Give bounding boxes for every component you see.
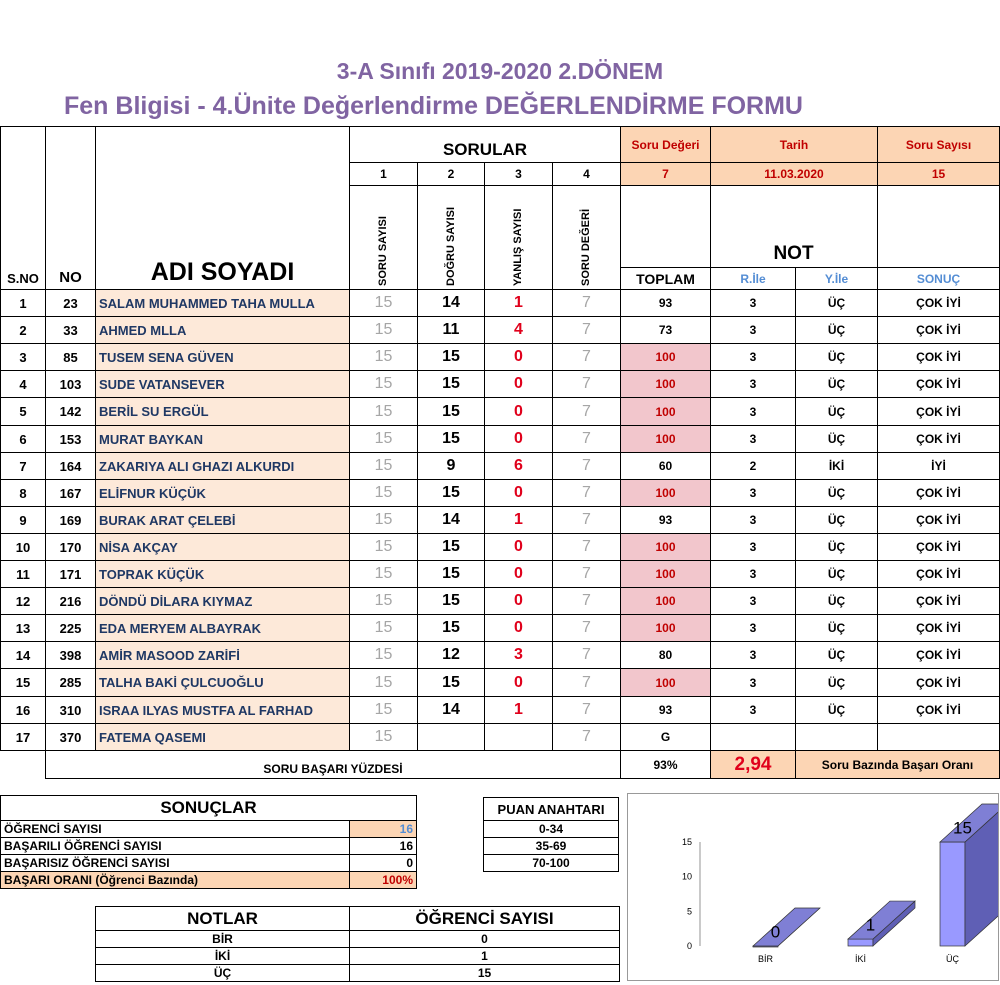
notlar-value: 15 — [349, 964, 620, 982]
chart-bar-front — [940, 842, 965, 946]
tarih-label: Tarih — [710, 126, 878, 163]
summary-average-label: Soru Bazında Başarı Oranı — [795, 750, 1000, 779]
notlar-label: İKİ — [95, 947, 350, 965]
row-r-ile — [710, 723, 796, 751]
row-sno: 12 — [0, 587, 46, 615]
row-student-name: DÖNDÜ DİLARA KIYMAZ — [95, 587, 350, 615]
row-sonuc: ÇOK İYİ — [877, 316, 1000, 344]
row-dogru-sayisi: 15 — [417, 614, 485, 642]
sonuclar-value: 0 — [349, 854, 417, 872]
row-yanlis-sayisi: 0 — [484, 397, 553, 426]
row-sno: 13 — [0, 614, 46, 642]
row-sno: 15 — [0, 668, 46, 697]
row-toplam: 80 — [620, 641, 711, 669]
row-sno: 7 — [0, 452, 46, 480]
row-sno: 6 — [0, 425, 46, 453]
row-sonuc: ÇOK İYİ — [877, 343, 1000, 371]
puan-anahtari-range: 70-100 — [483, 854, 619, 872]
row-soru-degeri: 7 — [552, 560, 621, 588]
row-r-ile: 3 — [710, 641, 796, 669]
row-soru-sayisi: 15 — [349, 343, 418, 371]
row-no: 398 — [45, 641, 96, 669]
header-question-2: 2 — [417, 162, 485, 186]
row-soru-sayisi: 15 — [349, 641, 418, 669]
row-soru-sayisi: 15 — [349, 397, 418, 426]
row-sonuc: ÇOK İYİ — [877, 668, 1000, 697]
summary-percent: 93% — [620, 750, 711, 779]
soru-degeri-value: 7 — [620, 162, 711, 186]
header-sno: S.NO — [0, 126, 46, 290]
row-sonuc: İYİ — [877, 452, 1000, 480]
row-r-ile: 3 — [710, 425, 796, 453]
row-student-name: TUSEM SENA GÜVEN — [95, 343, 350, 371]
row-r-ile: 3 — [710, 533, 796, 561]
row-r-ile: 3 — [710, 397, 796, 426]
row-no: 23 — [45, 289, 96, 317]
row-soru-degeri: 7 — [552, 343, 621, 371]
row-student-name: ISRAA ILYAS MUSTFA AL FARHAD — [95, 696, 350, 724]
notlar-label: BİR — [95, 930, 350, 948]
row-toplam: 60 — [620, 452, 711, 480]
row-y-ile: ÜÇ — [795, 668, 878, 697]
row-yanlis-sayisi: 3 — [484, 641, 553, 669]
row-y-ile: ÜÇ — [795, 343, 878, 371]
row-soru-degeri: 7 — [552, 668, 621, 697]
row-no: 170 — [45, 533, 96, 561]
summary-label: SORU BAŞARI YÜZDESİ — [45, 750, 621, 779]
chart-ytick-label: 0 — [686, 941, 692, 951]
row-yanlis-sayisi: 1 — [484, 696, 553, 724]
puan-anahtari-range: 0-34 — [483, 820, 619, 838]
row-r-ile: 3 — [710, 614, 796, 642]
row-r-ile: 3 — [710, 587, 796, 615]
row-dogru-sayisi: 15 — [417, 425, 485, 453]
row-student-name: FATEMA QASEMI — [95, 723, 350, 751]
row-soru-degeri: 7 — [552, 452, 621, 480]
puan-anahtari-title: PUAN ANAHTARI — [483, 797, 619, 821]
header-sonuc: SONUÇ — [877, 267, 1000, 290]
header-sorular: SORULAR — [349, 126, 621, 163]
row-sonuc: ÇOK İYİ — [877, 479, 1000, 507]
row-dogru-sayisi: 11 — [417, 316, 485, 344]
row-sonuc: ÇOK İYİ — [877, 641, 1000, 669]
row-no: 310 — [45, 696, 96, 724]
row-no: 169 — [45, 506, 96, 534]
row-soru-sayisi: 15 — [349, 506, 418, 534]
row-y-ile — [795, 723, 878, 751]
row-y-ile: ÜÇ — [795, 425, 878, 453]
row-toplam: 100 — [620, 614, 711, 642]
row-r-ile: 3 — [710, 316, 796, 344]
row-r-ile: 2 — [710, 452, 796, 480]
row-soru-sayisi: 15 — [349, 668, 418, 697]
row-soru-sayisi: 15 — [349, 425, 418, 453]
chart-svg — [628, 794, 998, 980]
row-student-name: ELİFNUR KÜÇÜK — [95, 479, 350, 507]
header-not: NOT — [773, 243, 814, 264]
row-soru-sayisi: 15 — [349, 696, 418, 724]
sonuclar-value: 100% — [349, 871, 417, 889]
row-sonuc: ÇOK İYİ — [877, 614, 1000, 642]
row-toplam: 100 — [620, 587, 711, 615]
row-y-ile: ÜÇ — [795, 370, 878, 398]
row-yanlis-sayisi: 0 — [484, 587, 553, 615]
row-soru-sayisi: 15 — [349, 370, 418, 398]
row-toplam: 100 — [620, 343, 711, 371]
row-soru-degeri: 7 — [552, 370, 621, 398]
row-toplam: 100 — [620, 668, 711, 697]
chart-ytick-label: 5 — [686, 906, 692, 917]
header-name: ADI SOYADI — [95, 126, 350, 290]
row-sno: 10 — [0, 533, 46, 561]
header-y-ile: Y.İle — [795, 267, 878, 290]
row-soru-degeri: 7 — [552, 506, 621, 534]
row-no: 216 — [45, 587, 96, 615]
row-r-ile: 3 — [710, 506, 796, 534]
row-dogru-sayisi: 15 — [417, 370, 485, 398]
row-y-ile: ÜÇ — [795, 533, 878, 561]
row-yanlis-sayisi: 0 — [484, 533, 553, 561]
row-toplam: 100 — [620, 370, 711, 398]
row-no: 142 — [45, 397, 96, 426]
row-dogru-sayisi: 15 — [417, 560, 485, 588]
row-soru-degeri: 7 — [552, 614, 621, 642]
row-sno: 3 — [0, 343, 46, 371]
row-y-ile: ÜÇ — [795, 560, 878, 588]
header-question-label-cell-4 — [552, 185, 621, 290]
header-question-4: 4 — [552, 162, 621, 186]
row-sonuc: ÇOK İYİ — [877, 370, 1000, 398]
chart-ytick-label: 10 — [681, 871, 692, 882]
header-question-label-2: DOĞRU SAYISI — [444, 206, 457, 286]
row-student-name: NİSA AKÇAY — [95, 533, 350, 561]
row-soru-sayisi: 15 — [349, 560, 418, 588]
row-yanlis-sayisi: 0 — [484, 614, 553, 642]
row-soru-sayisi: 15 — [349, 587, 418, 615]
row-sonuc: ÇOK İYİ — [877, 289, 1000, 317]
row-dogru-sayisi: 15 — [417, 479, 485, 507]
row-y-ile: İKİ — [795, 452, 878, 480]
sonuclar-value: 16 — [349, 837, 417, 855]
row-student-name: TALHA BAKİ ÇULCUOĞLU — [95, 668, 350, 697]
row-r-ile: 3 — [710, 479, 796, 507]
chart-bar-value: 15 — [953, 818, 972, 838]
sonuclar-value: 16 — [349, 820, 417, 838]
chart-bar-front — [848, 939, 873, 946]
chart-bar-top — [753, 908, 820, 946]
row-sonuc: ÇOK İYİ — [877, 696, 1000, 724]
row-no: 285 — [45, 668, 96, 697]
row-sonuc: ÇOK İYİ — [877, 397, 1000, 426]
row-student-name: AHMED MLLA — [95, 316, 350, 344]
row-soru-sayisi: 15 — [349, 289, 418, 317]
row-soru-degeri: 7 — [552, 587, 621, 615]
row-sonuc: ÇOK İYİ — [877, 533, 1000, 561]
row-student-name: ZAKARIYA ALI GHAZI ALKURDI — [95, 452, 350, 480]
row-toplam: 100 — [620, 397, 711, 426]
row-soru-degeri: 7 — [552, 316, 621, 344]
form-title-line1: 3-A Sınıfı 2019-2020 2.DÖNEM — [336, 58, 664, 84]
row-soru-sayisi: 15 — [349, 723, 418, 751]
row-sonuc: ÇOK İYİ — [877, 587, 1000, 615]
row-dogru-sayisi — [417, 723, 485, 751]
row-sno: 16 — [0, 696, 46, 724]
row-student-name: EDA MERYEM ALBAYRAK — [95, 614, 350, 642]
row-yanlis-sayisi: 0 — [484, 668, 553, 697]
row-r-ile: 3 — [710, 696, 796, 724]
soru-degeri-label: Soru Değeri — [620, 126, 711, 163]
row-yanlis-sayisi: 1 — [484, 506, 553, 534]
header-question-3: 3 — [484, 162, 553, 186]
row-sonuc — [877, 723, 1000, 751]
row-sno: 11 — [0, 560, 46, 588]
row-student-name: SALAM MUHAMMED TAHA MULLA — [95, 289, 350, 317]
row-yanlis-sayisi: 4 — [484, 316, 553, 344]
sonuclar-label: BAŞARILI ÖĞRENCİ SAYISI — [0, 837, 350, 855]
row-no: 171 — [45, 560, 96, 588]
row-yanlis-sayisi: 1 — [484, 289, 553, 317]
header-question-label-cell-1 — [349, 185, 418, 290]
row-sno: 14 — [0, 641, 46, 669]
row-student-name: MURAT BAYKAN — [95, 425, 350, 453]
row-toplam: 93 — [620, 696, 711, 724]
row-dogru-sayisi: 15 — [417, 587, 485, 615]
row-yanlis-sayisi: 6 — [484, 452, 553, 480]
row-no: 153 — [45, 425, 96, 453]
notlar-value: 1 — [349, 947, 620, 965]
row-r-ile: 3 — [710, 370, 796, 398]
row-yanlis-sayisi: 0 — [484, 560, 553, 588]
grade-distribution-chart — [627, 793, 999, 981]
chart-ytick-label: 15 — [681, 837, 692, 847]
row-no: 103 — [45, 370, 96, 398]
row-y-ile: ÜÇ — [795, 506, 878, 534]
row-dogru-sayisi: 9 — [417, 452, 485, 480]
notlar-value: 0 — [349, 930, 620, 948]
header-question-label-1: SORU SAYISI — [377, 216, 389, 286]
sonuclar-label: ÖĞRENCİ SAYISI — [0, 820, 350, 838]
row-soru-degeri: 7 — [552, 479, 621, 507]
row-r-ile: 3 — [710, 668, 796, 697]
chart-category-label: ÜÇ — [946, 954, 959, 964]
notlar-header: NOTLAR — [95, 906, 350, 931]
row-toplam: 100 — [620, 533, 711, 561]
row-yanlis-sayisi: 0 — [484, 479, 553, 507]
row-r-ile: 3 — [710, 560, 796, 588]
row-soru-degeri: 7 — [552, 641, 621, 669]
row-student-name: BURAK ARAT ÇELEBİ — [95, 506, 350, 534]
row-dogru-sayisi: 14 — [417, 696, 485, 724]
row-y-ile: ÜÇ — [795, 696, 878, 724]
row-sno: 8 — [0, 479, 46, 507]
sonuclar-label: BAŞARI ORANI (Öğrenci Bazında) — [0, 871, 350, 889]
row-dogru-sayisi: 15 — [417, 343, 485, 371]
header-question-label-4: SORU DEĞERİ — [580, 208, 592, 286]
row-yanlis-sayisi: 0 — [484, 343, 553, 371]
row-soru-degeri: 7 — [552, 533, 621, 561]
header-empty-cell — [620, 185, 711, 268]
row-no: 164 — [45, 452, 96, 480]
notlar-label: ÜÇ — [95, 964, 350, 982]
row-soru-sayisi: 15 — [349, 614, 418, 642]
form-title-line2: Fen Bligisi - 4.Ünite Değerlendirme DEĞERLENDİRME FORMU — [64, 92, 803, 120]
row-sonuc: ÇOK İYİ — [877, 425, 1000, 453]
row-soru-degeri: 7 — [552, 289, 621, 317]
row-student-name: BERİL SU ERGÜL — [95, 397, 350, 426]
row-dogru-sayisi: 15 — [417, 533, 485, 561]
chart-category-label: İKİ — [854, 954, 867, 964]
row-yanlis-sayisi: 0 — [484, 370, 553, 398]
row-dogru-sayisi: 12 — [417, 641, 485, 669]
row-toplam: 100 — [620, 425, 711, 453]
row-toplam: 93 — [620, 506, 711, 534]
row-student-name: AMİR MASOOD ZARİFİ — [95, 641, 350, 669]
row-sno: 1 — [0, 289, 46, 317]
row-sno: 5 — [0, 397, 46, 426]
row-toplam: 93 — [620, 289, 711, 317]
sonuclar-title: SONUÇLAR — [0, 795, 417, 821]
row-sonuc: ÇOK İYİ — [877, 560, 1000, 588]
row-sno: 17 — [0, 723, 46, 751]
row-student-name: SUDE VATANSEVER — [95, 370, 350, 398]
row-soru-sayisi: 15 — [349, 533, 418, 561]
row-r-ile: 3 — [710, 289, 796, 317]
row-dogru-sayisi: 15 — [417, 668, 485, 697]
row-no: 33 — [45, 316, 96, 344]
row-sno: 4 — [0, 370, 46, 398]
row-r-ile: 3 — [710, 343, 796, 371]
row-dogru-sayisi: 14 — [417, 289, 485, 317]
summary-average: 2,94 — [710, 750, 796, 779]
soru-sayisi-label: Soru Sayısı — [877, 126, 1000, 163]
chart-bar-value: 1 — [865, 915, 876, 935]
row-soru-sayisi: 15 — [349, 316, 418, 344]
header-r-ile: R.İle — [710, 267, 796, 290]
row-toplam: 73 — [620, 316, 711, 344]
header-question-label-cell-3 — [484, 185, 553, 290]
row-dogru-sayisi: 14 — [417, 506, 485, 534]
chart-category-label: BİR — [757, 954, 774, 964]
row-soru-degeri: 7 — [552, 397, 621, 426]
row-soru-degeri: 7 — [552, 696, 621, 724]
row-y-ile: ÜÇ — [795, 614, 878, 642]
puan-anahtari-range: 35-69 — [483, 837, 619, 855]
row-y-ile: ÜÇ — [795, 289, 878, 317]
row-y-ile: ÜÇ — [795, 587, 878, 615]
row-sno: 9 — [0, 506, 46, 534]
row-sonuc: ÇOK İYİ — [877, 506, 1000, 534]
header-no: NO — [45, 126, 96, 290]
row-sno: 2 — [0, 316, 46, 344]
row-soru-sayisi: 15 — [349, 479, 418, 507]
row-y-ile: ÜÇ — [795, 641, 878, 669]
row-soru-degeri: 7 — [552, 425, 621, 453]
row-yanlis-sayisi — [484, 723, 553, 751]
sonuclar-label: BAŞARISIZ ÖĞRENCİ SAYISI — [0, 854, 350, 872]
tarih-value: 11.03.2020 — [710, 162, 878, 186]
row-no: 167 — [45, 479, 96, 507]
row-toplam: 100 — [620, 560, 711, 588]
row-y-ile: ÜÇ — [795, 479, 878, 507]
row-no: 225 — [45, 614, 96, 642]
header-toplam: TOPLAM — [620, 267, 711, 290]
row-toplam: G — [620, 723, 711, 751]
row-student-name: TOPRAK KÜÇÜK — [95, 560, 350, 588]
ogrenci-sayisi-header: ÖĞRENCİ SAYISI — [349, 906, 620, 931]
row-toplam: 100 — [620, 479, 711, 507]
row-soru-degeri: 7 — [552, 723, 621, 751]
row-no: 370 — [45, 723, 96, 751]
row-yanlis-sayisi: 0 — [484, 425, 553, 453]
row-y-ile: ÜÇ — [795, 316, 878, 344]
chart-bar-value: 0 — [770, 922, 781, 942]
header-question-label-cell-2 — [417, 185, 485, 290]
row-y-ile: ÜÇ — [795, 397, 878, 426]
header-question-1: 1 — [349, 162, 418, 186]
row-soru-sayisi: 15 — [349, 452, 418, 480]
soru-sayisi-value: 15 — [877, 162, 1000, 186]
header-question-label-3: YANLIŞ SAYISI — [512, 208, 524, 286]
row-dogru-sayisi: 15 — [417, 397, 485, 426]
row-no: 85 — [45, 343, 96, 371]
header-empty-cell-2 — [877, 185, 1000, 268]
